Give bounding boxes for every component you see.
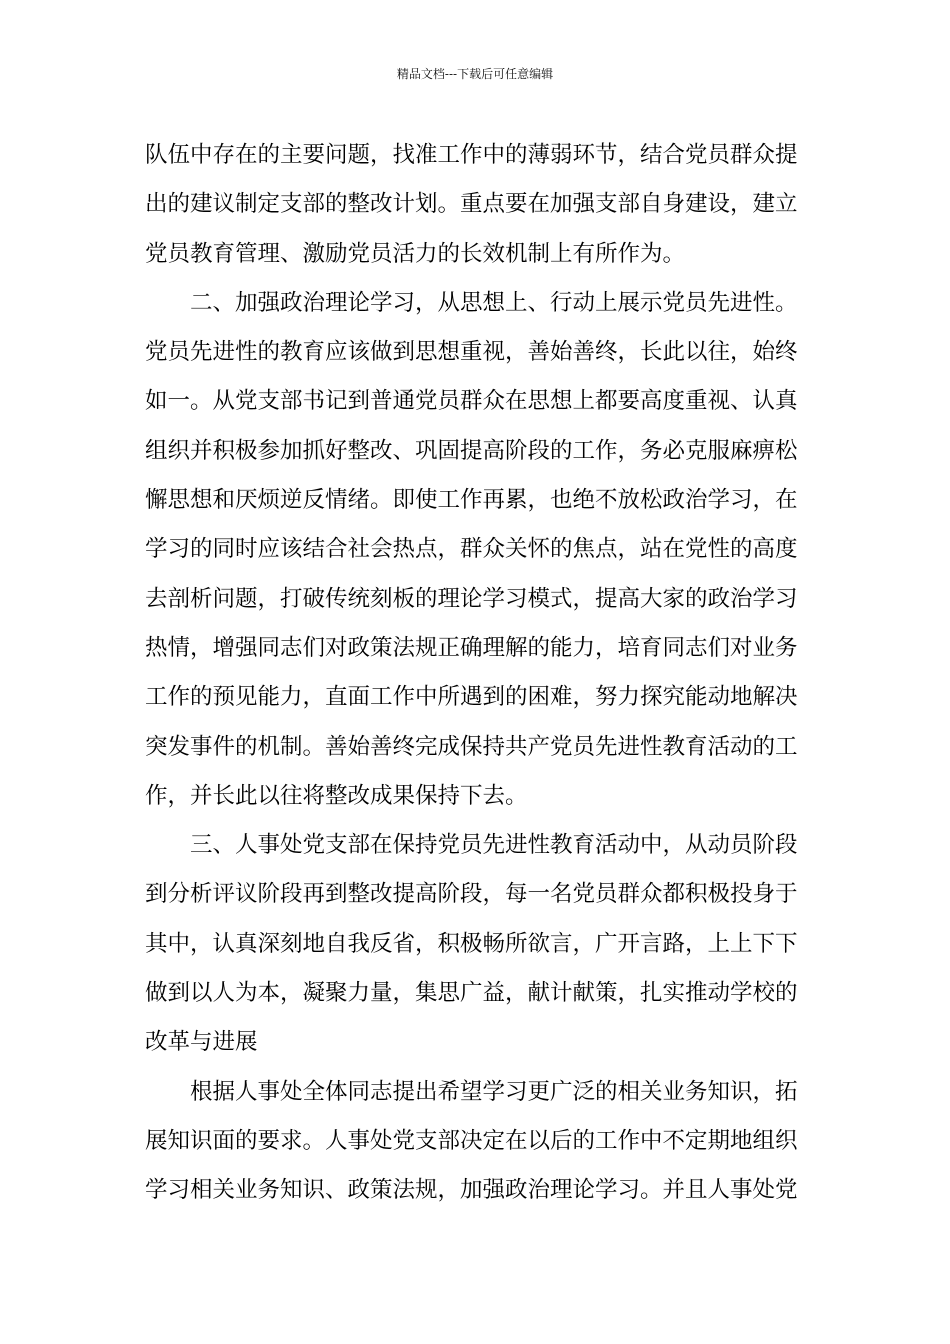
text-line: 党员先进性的教育应该做到思想重视，善始善终，长此以往，始终: [145, 339, 798, 366]
text-line: 作，并长此以往将整改成果保持下去。: [145, 782, 528, 809]
text-line: 热情，增强同志们对政策法规正确理解的能力，培育同志们对业务: [145, 634, 798, 661]
text-line: 出的建议制定支部的整改计划。重点要在加强支部自身建设，建立: [145, 191, 798, 218]
paragraph-first-line: 三、人事处党支部在保持党员先进性教育活动中，从动员阶段: [190, 832, 798, 859]
text-line: 展知识面的要求。人事处党支部决定在以后的工作中不定期地组织: [145, 1127, 798, 1154]
text-line: 到分析评议阶段再到整改提高阶段，每一名党员群众都积极投身于: [145, 881, 798, 908]
text-line: 党员教育管理、激励党员活力的长效机制上有所作为。: [145, 240, 686, 267]
document-body: [145, 131, 810, 1216]
text-line: 学习的同时应该结合社会热点，群众关怀的焦点，站在党性的高度: [145, 536, 798, 563]
text-line: 改革与进展: [145, 1029, 258, 1056]
text-line: 突发事件的机制。善始善终完成保持共产党员先进性教育活动的工: [145, 733, 798, 760]
text-line: 去剖析问题，打破传统刻板的理论学习模式，提高大家的政治学习: [145, 585, 798, 612]
text-line: 做到以人为本，凝聚力量，集思广益，献计献策，扎实推动学校的: [145, 980, 798, 1007]
text-line: 懈思想和厌烦逆反情绪。即使工作再累，也绝不放松政治学习，在: [145, 487, 798, 514]
paragraph-first-line: 根据人事处全体同志提出希望学习更广泛的相关业务知识，拓: [190, 1078, 798, 1105]
text-line: 如一。从党支部书记到普通党员群众在思想上都要高度重视、认真: [145, 388, 798, 415]
page-header: 精品文档---下载后可任意编辑: [396, 67, 554, 81]
text-line: 工作的预见能力，直面工作中所遇到的困难，努力探究能动地解决: [145, 684, 798, 711]
paragraph-first-line: 二、加强政治理论学习，从思想上、行动上展示党员先进性。: [190, 289, 798, 316]
text-line: 组织并积极参加抓好整改、巩固提高阶段的工作，务必克服麻痹松: [145, 437, 798, 464]
text-line: 学习相关业务知识、政策法规，加强政治理论学习。并且人事处党: [145, 1177, 798, 1204]
text-line: 队伍中存在的主要问题，找准工作中的薄弱环节，结合党员群众提: [145, 142, 798, 168]
text-line: 其中，认真深刻地自我反省，积极畅所欲言，广开言路，上上下下: [145, 930, 798, 957]
